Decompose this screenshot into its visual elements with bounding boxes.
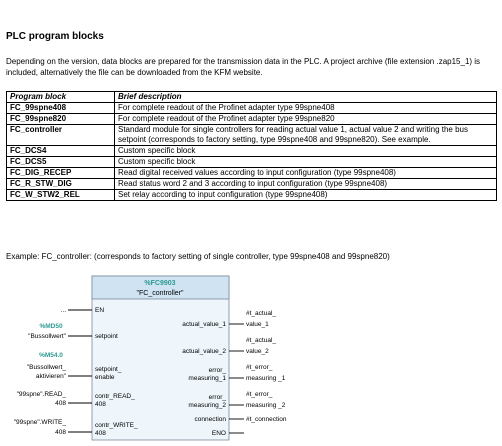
pin-setpoint-enable: setpoint_ bbox=[95, 366, 122, 373]
pin-eno: ENO bbox=[211, 430, 226, 437]
ext-actual-value-1: #t_actual_ bbox=[246, 310, 276, 317]
pin-contr-write: contr_WRITE_ bbox=[95, 422, 138, 429]
ext-en: ... bbox=[60, 307, 66, 314]
ext-actual-value-2: #t_actual_ bbox=[246, 337, 276, 344]
ext-99spne-write: "99spne".WRITE_ bbox=[13, 419, 66, 426]
block-name: FC_controller bbox=[7, 125, 115, 146]
block-name: FC_DCS4 bbox=[7, 146, 115, 157]
input-wires bbox=[68, 310, 92, 432]
block-name: FC_99spne408 bbox=[7, 103, 115, 114]
ext-bussollwert-aktivieren: "Bussollwert_ bbox=[26, 364, 66, 371]
column-header-program-block: Program block bbox=[7, 92, 115, 103]
pin-connection: connection bbox=[194, 416, 226, 423]
pin-contr-read: contr_READ_ bbox=[95, 393, 135, 400]
ext-error-measuring-2-2: measuring _2 bbox=[246, 402, 286, 409]
pin-error-measuring-1: error_ bbox=[208, 367, 226, 374]
column-header-brief-description: Brief description bbox=[115, 92, 497, 103]
block-name: FC_DIG_RECEP bbox=[7, 168, 115, 179]
tag-m54-0: %M54.0 bbox=[39, 352, 63, 359]
pin-setpoint: setpoint bbox=[95, 333, 118, 340]
page-title: PLC program blocks bbox=[6, 31, 104, 42]
ext-bussollwert: "Bussollwert" bbox=[28, 333, 66, 340]
ext-error-measuring-2: #t_error_ bbox=[246, 391, 273, 398]
block-description: For complete readout of the Profinet adapter type 99spne820 bbox=[115, 114, 497, 125]
pin-error-measuring-2: error_ bbox=[208, 394, 226, 401]
pin-actual-value-1: actual_value_1 bbox=[182, 321, 226, 328]
example-caption: Example: FC_controller: (corresponds to factory setting of single controller, type 99spne408 and 99spne820) bbox=[6, 252, 390, 261]
ext-error-measuring-1-2: measuring _1 bbox=[246, 375, 286, 382]
block-description: Custom specific block bbox=[115, 146, 497, 157]
pin-error-measuring-1-2: measuring_1 bbox=[188, 375, 226, 382]
ext-actual-value-2-2: value_2 bbox=[246, 348, 269, 355]
ext-bussollwert-aktivieren-2: aktivieren" bbox=[35, 373, 66, 380]
block-name: FC_R_STW_DIG bbox=[7, 179, 115, 190]
output-wires bbox=[229, 324, 244, 433]
block-description: Set relay according to input configuration (type 99spne408) bbox=[115, 190, 497, 201]
ext-connection: #t_connection bbox=[246, 416, 287, 423]
pin-setpoint-enable-2: enable bbox=[95, 374, 115, 381]
block-name: FC_W_STW2_REL bbox=[7, 190, 115, 201]
block-description: Standard module for single controllers for reading actual value 1, actual value 2 and writing the bus setpoint (corresponds to factory setting, type 99spne408 and 99spne820). See example. bbox=[115, 125, 497, 146]
block-description: Custom specific block bbox=[115, 157, 497, 168]
pin-contr-read-2: 408 bbox=[95, 401, 106, 408]
block-name: "FC_controller" bbox=[136, 290, 184, 297]
pin-en: EN bbox=[95, 307, 105, 314]
pin-error-measuring-2-2: measuring_2 bbox=[188, 402, 226, 409]
block-name: FC_99spne820 bbox=[7, 114, 115, 125]
block-description: For complete readout of the Profinet adapter type 99spne408 bbox=[115, 103, 497, 114]
pin-contr-write-2: 408 bbox=[95, 430, 106, 437]
ext-99spne-write-2: 408 bbox=[55, 429, 66, 436]
block-name: FC_DCS5 bbox=[7, 157, 115, 168]
block-description: Read status word 2 and 3 according to input configuration (type 99spne408) bbox=[115, 179, 497, 190]
ext-error-measuring-1: #t_error_ bbox=[246, 364, 273, 371]
intro-paragraph: Depending on the version, data blocks are prepared for the transmission data in the PLC. A project archive (file extension .zap15_1) is included, alternatively the file can be downloaded from the KFM website. bbox=[6, 57, 481, 77]
block-description: Read digital received values according to input configuration (type 99spne408) bbox=[115, 168, 497, 179]
block-address: %FC9903 bbox=[144, 280, 176, 287]
ext-99spne-read: "99spne".READ_ bbox=[16, 391, 66, 398]
pin-actual-value-2: actual_value_2 bbox=[182, 348, 226, 355]
ext-actual-value-1-2: value_1 bbox=[246, 321, 269, 328]
tag-md50: %MD50 bbox=[39, 323, 63, 330]
ext-99spne-read-2: 408 bbox=[55, 400, 66, 407]
